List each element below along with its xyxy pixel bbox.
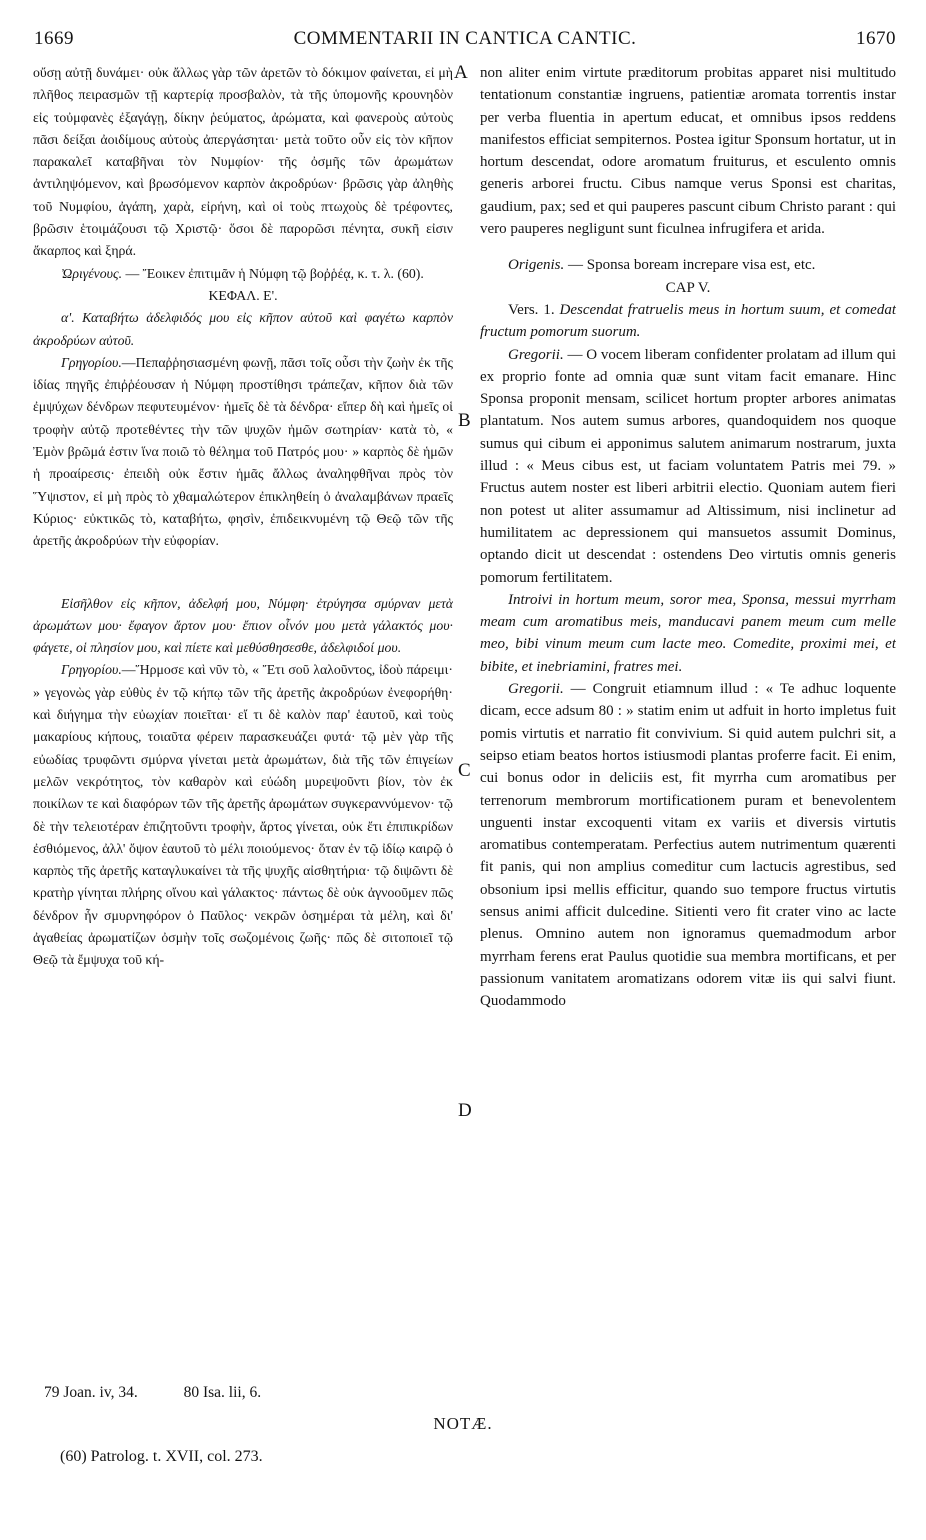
greek-gregory-text-2: —Ἥρμοσε καὶ νῦν τὸ, « Ἔτι σοῦ λαλοῦντος, ἰδοὺ πάρειμι· » γεγονὼς γὰρ εὐθὺς ἐν τῷ κήπῳ τῶν τῆς ἀρετῆς ἀκροδρύων ἐνεφορήθη· καὶ διήγημα τὴν εὐωχίαν ποιεῖται· εἴ τι δὲ καλὸν παρ' ἑαυτοῦ, καὶ τοὺς μακαρίους κήπους, τοιαῦτα φέρειν παρασκευάζει φυτά· τῷ μὲν γὰρ τῆς εὐωδίας τρυφῶντι σμύρνα γίνεται μετὰ ἀρωμάτων, διὰ τῆς τῶν ἐπιγείων μελῶν νεκρότητος, τὸν καθαρὸν καὶ εὐώδη μυρεψοῦντι βίον, τὸν ἐκ ποικίλων τε καὶ διαφόρων τῶν τῆς ἀρετῆς ἀρωμάτων συγκεραννύμενον· τῷ δὲ τὴν τελειοτέραν ἐπιζητοῦντι τροφὴν, ἄρτος γίνεται, οὐκ ἔτι ἐπιπικρίδων ἐσθιόμενος, ἀλλ' ὄψον ἑαυτοῦ τὸ μέλι ποιούμενος· ὅταν ἐν τῷ ἰδίῳ καιρῷ ὁ καρπὸς τῆς ἀρετῆς καταγλυκαίνει τὰ τῆς ψυχῆς αἰσθητήρια· τῷ διψῶντι δὲ κρατὴρ γίνηται πλήρης οἴνου καὶ γάλακτος· πάντως δὲ οὐκ ἀγνοοῦμεν πῶς δένδρον ἦν σμυρνηφόρον ὁ Παῦλος· νεκρῶν ὁσημέραι τὰ μέλη, καὶ δι' ἀγαθείας ἀρωματίζων ὀσμὴν τοῖς σωζομένοις ζωῆς· πῶς δὲ σιτοποιεῖ τῷ Θεῷ τὰ ἔμψυχα τοῦ κή- [33,662,453,968]
latin-gregory-text-2: — Congruit etiamnum illud : « Te adhuc loquente dicam, ecce adsum 80 : » statim enim ut adfuit in horto impletus fuit pomis virtutis et narratio fit convivium. Si quid autem pulchri sit, a seipso etiam beatos hortos istiusmodi plantas proferre facit. Ei enim, cui bonus odor in deliciis est, fit myrrha cum aromatibus per terrenorum membrorum mortificationem puram et benevolentem unguenti instar excoquenti vitam ex variis et diversis virtutis aromatibus contemperatam. Perfectius autem nutrimentum quærenti fit panis, qui non amplius comeditur cum lactucis agrestibus, sed obsonium ipsi mellis efficitur, quando suo tempore fructus virtutis sensus animi afficit dulcedine. Sitienti vero fit crater vino ac lacte plenus. Omnino autem non ignoramus quemadmodum arbor myrrham ferens erat Paulus quotidie sua membra mortificans, et per passionum vanitatem aromatizans odorem vitæ iis qui salvi fiunt. Quodammodo [480,681,896,1010]
latin-verse-1-text: Descendat fratruelis meus in hortum suum, et comedat fructum pomorum suorum. [480,301,896,341]
margin-marker-a: A [454,62,468,83]
latin-gregory-text-1: — O vocem liberam confidenter prolatam ad illum qui ex proprio fonte ad omnia quæ sunt vitam facit emanare. Hinc Sponsa proponit mensam, scilicet hortum propter arbores animatas plantatum. Nos autem sumus arbores, quandoquidem nos quoque sumus qui cibum ei apponimus salutem animarum nostrarum, juxta illud : « Meus cibus est, ut faciam voluntatem Patris mei 79. » Fructus autem noster est liberi arbitrii electio. Quoniam autem fieri non potest ut aliter assumamur ad Altissimum, nisi inclinetur ad humilitatem ac depressionem qui mansuetos assumit Dominus, optando dicit ut descendat : ostendens Deo virtutis omnis generis pomorum fertilitatem. [480,346,896,586]
greek-gregory-author-2: Γρηγορίου. [61,662,122,678]
greek-paragraph-1: οὔσῃ αὐτῇ δυνάμει· οὐκ ἄλλως γὰρ τῶν ἀρετῶν τὸ δόκιμον φαίνεται, εἰ μὴ πλῆθος πειρασμῶν τῇ καρτερίᾳ προσβαλὸν, τὰ τῆς ὑπομονῆς κρουνηδὸν εἰς τοὐμφανὲς ἐξαγάγῃ, δίκην ῥεύματος, ἀρώματα, καὶ φανεροὺς αὐτοὺς πᾶσι δείξαι ἀοιδίμους αὐτοὺς ἀπεργάσηται· μετὰ τοῦτο οὖν εἰς τὸν κῆπον παρακαλεῖ καταβῆναι τὸν Νυμφίον· τῆς ὀσμῆς τῶν ἀρωμάτων ἀντιληψόμενον, καὶ βρωσόμενον καρπὸν ἀκροδρύων· βρῶσις γὰρ ἀληθὴς τοῦ Νυμφίου, ἀγάπη, χαρὰ, εἰρήνη, καὶ οἱ τοὺς πτωχοὺς δὲ τρέφοντες, βρῶσιν ἑτοιμάζουσι τῷ Χριστῷ· ὅσοι δὲ παρορῶσι πένητα, συκῆ εἰσιν ἄκαρπος καὶ ξηρά. [33,65,453,259]
latin-origen-author: Origenis. [508,257,565,274]
greek-gregory-paragraph-1 [33,352,453,553]
running-header [34,28,896,56]
latin-verse-1 [480,299,896,344]
latin-column [480,62,896,1102]
greek-verse-1: α'. Καταβήτω ἀδελφιδός μου εἰς κῆπον αὐτοῦ καὶ φαγέτω καρπὸν ἀκροδρύων αὐτοῦ. [33,310,453,348]
greek-origen-text: — Ἔοικεν ἐπιτιμᾶν ἡ Νύμφη τῷ βοῤῥέᾳ, κ. τ. λ. (60). [122,265,424,281]
footnotes [44,1384,544,1408]
greek-column [33,62,453,1102]
latin-gregory-author-2: Gregorii. [508,681,564,698]
greek-gregory-author-1: Γρηγορίου. [61,354,122,370]
latin-origen-text: — Sponsa boream increpare visa est, etc. [564,257,816,274]
page-number-right: 1670 [856,28,896,49]
latin-verse-1-label: Vers. 1. [508,301,555,318]
latin-gregory-author-1: Gregorii. [508,346,564,363]
latin-gregory-paragraph-2 [480,678,896,1012]
margin-marker-c: C [458,760,471,781]
latin-paragraph-1: non aliter enim virtute præditorum probitas apparet nisi multitudo tentationum constantiæ ingruens, patientiæ aromata torrentis instar per verba fluentia in apertum educat, et omnibus ipsos reddens manifestos efficiat sempiternos. Postea igitur Sponsum hortatur, ut in hortum descendat, odore aromatum fruiturus, et esculento omnis generis arborei fructu. Cibus namque verus Sponsi est charitas, gaudium, pax; sed et qui pauperes pascunt cibum Christo parant : qui vero pauperes negligunt sunt ficulnea infrugifera et arida. [480,65,896,238]
footnote-80: 80 Isa. lii, 6. [183,1384,262,1401]
page-number-left: 1669 [34,28,74,49]
margin-marker-b: B [458,410,471,431]
running-title: COMMENTARII IN CANTICA CANTIC. [293,28,637,49]
greek-gregory-text-1: —Πεπαῤῥησιασμένη φωνῇ, πᾶσι τοῖς οὖσι τὴν ζωὴν ἐκ τῆς ἰδίας πηγῆς ἐπιῤῥέουσαν ἡ Νύμφη προστίθησι τράπεζαν, κῆπον διὰ τῶν ἐμψύχων δένδρων πεφυτευμένον· ἡμεῖς δὲ τὰ δένδρα· εἴπερ δὴ καὶ ἡμεῖς οἱ τροφὴν αὐτῷ προτεθέντες τὴν τῶν ψυχῶν ἡμῶν σωτηρίαν· κατὰ τὸ, « Ἐμὸν βρῶμά ἐστιν ἵνα ποιῶ τὸ θέλημα τοῦ Πατρός μου· » καρπὸς δὲ ἡμῶν ἡ προαίρεσις· ἐπειδὴ οὐκ ἔστιν ἡμᾶς ἄλλως ἀναληφθῆναι πρὸς τὸν Ὕψιστον, εἰ μὴ πρὸς τὸ χθαμαλώτερον ἐπικληθείη ὁ ἀναλαμβάνων πραεῖς Κύριος· εὐκτικῶς τὸ, καταβήτω, φησὶν, ἐπιδεικνυμένη τῷ Θεῷ τῶν τῆς ἀρετῆς ἀκροδρύων τὴν εὐφορίαν. [33,354,453,549]
latin-gregory-paragraph-1 [480,344,896,589]
note-60: (60) Patrolog. t. XVII, col. 273. [60,1448,263,1465]
greek-verse-2: Εἰσῆλθον εἰς κῆπον, ἀδελφή μου, Νύμφη· ἐτρύγησα σμύρναν μετὰ ἀρωμάτων μου· ἔφαγον ἄρτον μου· ἔπιον οἶνόν μου μετὰ γάλακτός μου· φάγετε, οἱ πλησίον μου, καὶ πίετε καὶ μεθύσθησεσθε, ἀδελφιδοί μου. [33,595,453,656]
greek-chapter-heading: ΚΕΦΑΛ. Ε'. [208,287,278,303]
footnote-79: 79 Joan. iv, 34. [44,1384,138,1401]
margin-marker-d: D [458,1100,472,1121]
latin-chapter-heading: CAP V. [665,279,711,296]
greek-origen-author: Ὠριγένους. [61,265,123,281]
greek-gregory-paragraph-2 [33,659,453,971]
latin-verse-2: Introivi in hortum meum, soror mea, Sponsa, messui myrrham meam cum aromatibus meis, manducavi panem meum cum melle meo, bibi vinum meum cum lacte meo. Comedite, proximi mei, et bibite, et inebriamini, fratres mei. [480,591,896,675]
greek-origen-paragraph [33,263,453,285]
latin-origen-paragraph [480,254,896,276]
notae-heading: NOTÆ. [433,1414,493,1433]
